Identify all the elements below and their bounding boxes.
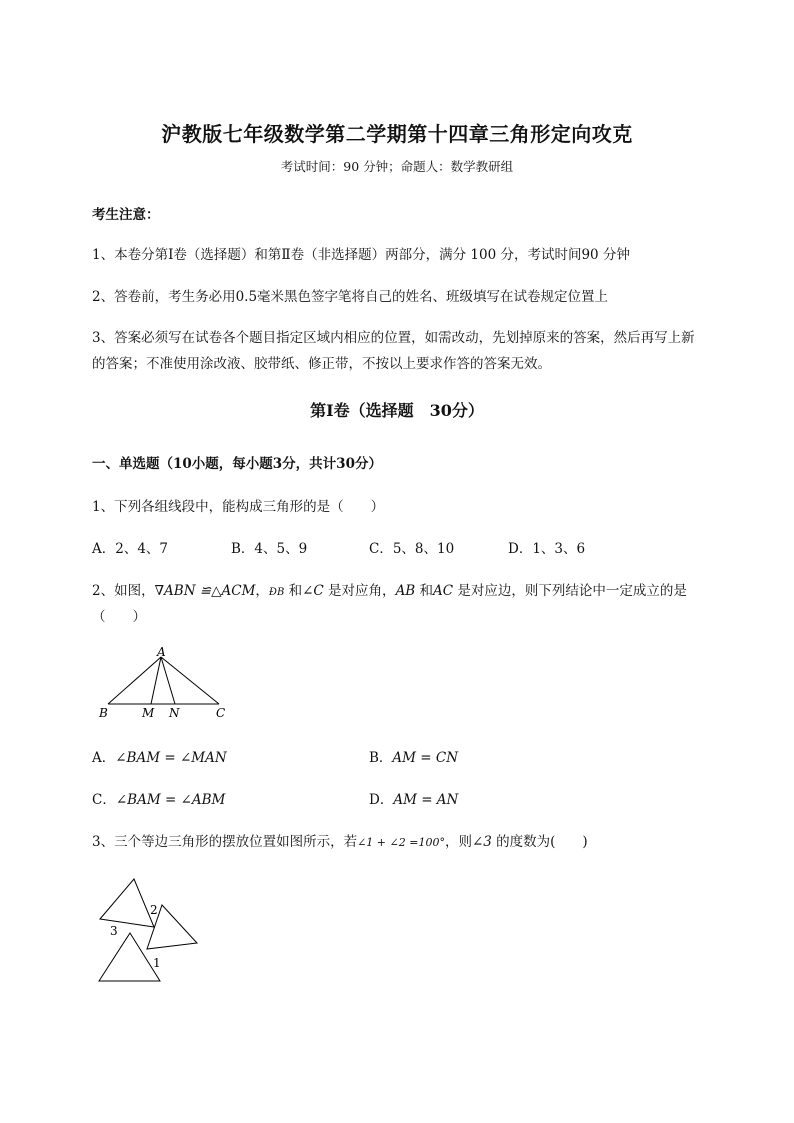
q2-congruence: ∇ABN ≌△ACM — [154, 583, 256, 599]
section-title: 第Ⅰ卷（选择题 30分） — [310, 401, 484, 420]
q2-triangle-figure — [95, 645, 235, 723]
notice-item-1: 1、本卷分第Ⅰ卷（选择题）和第Ⅱ卷（非选择题）两部分，满分 100 分，考试时间90 分钟 — [92, 247, 630, 263]
notice-heading: 考生注意： — [92, 207, 160, 223]
q3-angle-sum: ∠1 + ∠2 =100° — [357, 836, 445, 849]
q3-stem: 3、三个等边三角形的摆放位置如图所示，若∠1 + ∠2 =100°，则∠3 的度数为( ) — [92, 834, 588, 850]
q1-option-c[interactable]: C．5、8、10 — [369, 541, 455, 557]
q1-option-b[interactable]: B．4、5、9 — [231, 541, 308, 557]
page-title: 沪教版七年级数学第二学期第十四章三角形定向攻克 — [161, 122, 633, 146]
q2-side-ac: AC — [433, 583, 454, 599]
label-angle-3: 3 — [110, 924, 118, 938]
q2-option-d[interactable]: D．AM = AN — [369, 792, 459, 808]
q2-option-b[interactable]: B．AM = CN — [369, 750, 459, 766]
notice-item-2: 2、答卷前，考生务必用0.5毫米黑色签字笔将自己的姓名、班级填写在试卷规定位置上 — [92, 289, 609, 305]
q2-option-c[interactable]: C．∠BAM = ∠ABM — [92, 792, 226, 808]
exam-subtitle: 考试时间：90 分钟；命题人：数学教研组 — [280, 159, 514, 174]
label-b: B — [99, 706, 108, 720]
q2-stem: 2、如图，∇ABN ≌△ACM，ÐB 和∠C 是对应角，AB 和AC 是对应边，则下列结论中一定成立的是 — [92, 583, 687, 599]
q1-stem: 1、下列各组线段中，能构成三角形的是（ ） — [92, 499, 385, 515]
q2-angle-b: ÐB — [268, 587, 285, 598]
label-m: M — [142, 706, 155, 720]
label-angle-2: 2 — [150, 903, 158, 917]
q2-side-ab: AB — [395, 583, 416, 599]
label-a: A — [157, 645, 166, 659]
label-n: N — [169, 706, 180, 720]
q3-angle-3: ∠3 — [471, 834, 492, 850]
q1-option-d[interactable]: D．1、3、6 — [508, 541, 586, 557]
label-angle-1: 1 — [153, 956, 161, 970]
label-c: C — [216, 706, 226, 720]
notice-item-3-cont: 的答案；不准使用涂改液、胶带纸、修正带，不按以上要求作答的答案无效。 — [92, 356, 551, 372]
q3-triangles-figure — [92, 872, 207, 990]
q2-option-a[interactable]: A．∠BAM = ∠MAN — [92, 750, 227, 766]
q2-angle-c: ∠C — [302, 583, 324, 599]
q1-option-a[interactable]: A．2、4、7 — [92, 541, 169, 557]
q2-answer-paren: （ ） — [92, 609, 146, 625]
notice-item-3: 3、答案必须写在试卷各个题目指定区域内相应的位置，如需改动，先划掉原来的答案，然后再写上新 — [92, 330, 695, 346]
part-heading: 一、单选题（10小题，每小题3分，共计30分） — [92, 456, 382, 472]
